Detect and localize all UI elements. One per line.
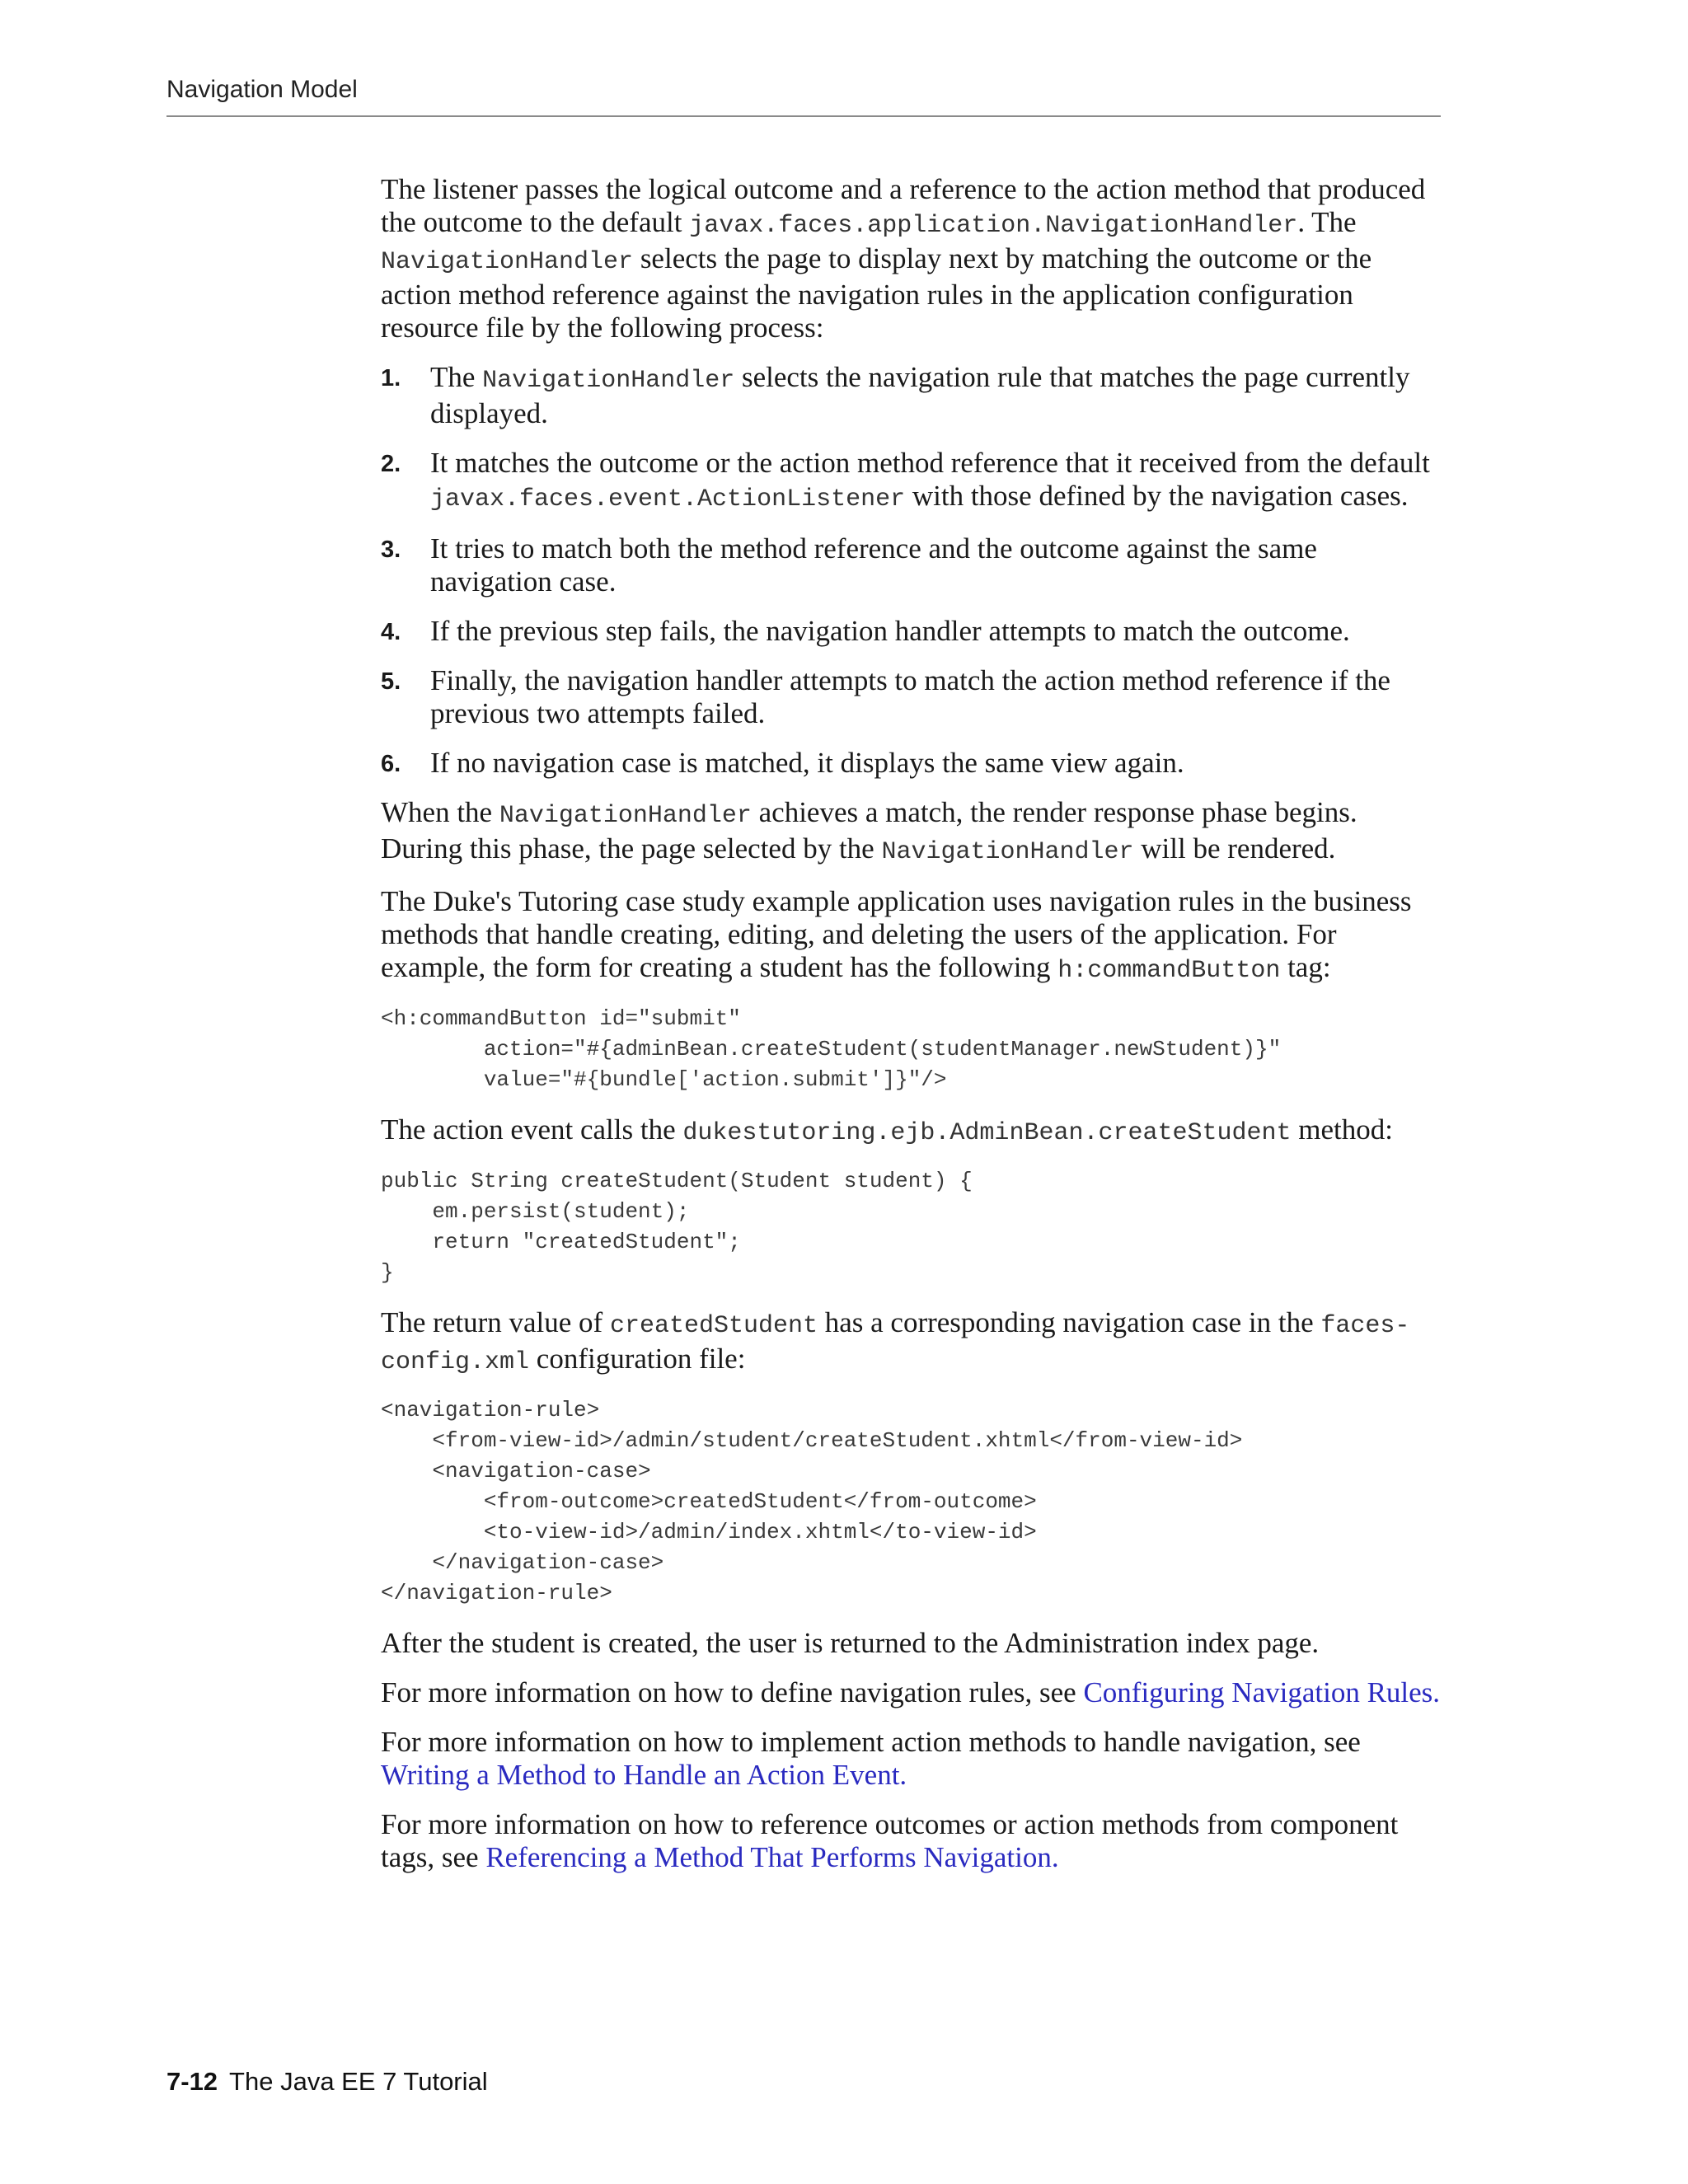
running-header: Navigation Model <box>166 76 358 103</box>
code-block-create-student: public String createStudent(Student student) { em.persist(student); return "createdStudent"; } <box>381 1169 973 1285</box>
duke-paragraph: The Duke's Tutoring case study example application uses navigation rules in the business methods that handle creating, editing, and deleting the users of the application. For example, the form for creating a student has the following h:commandButton tag: <box>381 885 1412 985</box>
inline-code: javax.faces.application.NavigationHandler <box>689 212 1298 240</box>
inline-code: dukestutoring.ejb.AdminBean.createStudent <box>682 1119 1292 1147</box>
writing-method-action-event-link[interactable]: Writing a Method to Handle an Action Event. <box>381 1759 907 1791</box>
after-paragraph: After the student is created, the user is returned to the Administration index page. <box>381 1627 1320 1659</box>
step-number: 1. <box>381 365 401 391</box>
list-item: 4. If the previous step fails, the navigation handler attempts to match the outcome. <box>381 615 1350 647</box>
inline-code: NavigationHandler <box>881 838 1134 866</box>
step-number: 4. <box>381 619 401 645</box>
more-info-action-methods: For more information on how to implement action methods to handle navigation, see Writing a Method to Handle an Action Event. <box>381 1726 1361 1791</box>
page-footer <box>166 2067 488 2097</box>
code-block-navigation-rule: <navigation-rule> <from-view-id>/admin/student/createStudent.xhtml</from-view-id> <navigation-case> <from-outcome>createdStudent</from-outcome> <to-view-id>/admin/index.xhtml</to-view-id> </navigation-case> </navigation-rule> <box>381 1398 1243 1605</box>
list-item: 3. It tries to match both the method reference and the outcome against the same navigation case. <box>381 532 1317 598</box>
inline-code: javax.faces.event.ActionListener <box>430 485 906 513</box>
inline-code: createdStudent <box>609 1312 818 1340</box>
action-event-paragraph: The action event calls the dukestutoring.ejb.AdminBean.createStudent method: <box>381 1113 1393 1147</box>
step-number: 3. <box>381 537 401 563</box>
configuring-navigation-rules-link[interactable]: Configuring Navigation Rules. <box>1083 1676 1441 1708</box>
inline-code: faces-config.xml <box>381 1312 1410 1376</box>
code-block-command-button: <h:commandButton id="submit" action="#{adminBean.createStudent(studentManager.newStudent)}" value="#{bundle['action.submit']}"/> <box>381 1006 1282 1092</box>
more-info-navigation-rules: For more information on how to define navigation rules, see Configuring Navigation Rules. <box>381 1676 1441 1708</box>
step-number: 2. <box>381 451 401 477</box>
list-item: 6. If no navigation case is matched, it displays the same view again. <box>381 747 1184 779</box>
list-item: 1. The NavigationHandler selects the navigation rule that matches the page currently displayed. <box>381 361 1410 429</box>
return-value-paragraph: The return value of createdStudent has a corresponding navigation case in the faces-config.xml configuration file: <box>381 1306 1410 1376</box>
inline-code: NavigationHandler <box>381 248 634 276</box>
list-item: 2. It matches the outcome or the action method reference that it received from the default javax.faces.event.ActionListener with those defined by the navigation cases. <box>381 447 1430 513</box>
inline-code: NavigationHandler <box>482 367 735 395</box>
page-number: 7-12 <box>166 2067 218 2096</box>
intro-paragraph: The listener passes the logical outcome and a reference to the action method that produced the outcome to the default javax.faces.application.NavigationHandler. The NavigationHandler selects the page to display next by matching the outcome or the action method reference against the navigation rules in the application configuration resource file by the following process: <box>381 173 1426 344</box>
more-info-outcomes: For more information on how to reference outcomes or action methods from component tags, see Referencing a Method That Performs Navigation. <box>381 1808 1399 1873</box>
match-paragraph: When the NavigationHandler achieves a match, the render response phase begins. During this phase, the page selected by the NavigationHandler will be rendered. <box>381 796 1357 866</box>
book-title: The Java EE 7 Tutorial <box>229 2067 488 2096</box>
main-content <box>381 173 1444 1891</box>
inline-code: h:commandButton <box>1057 957 1281 985</box>
step-number: 6. <box>381 751 401 777</box>
referencing-method-navigation-link[interactable]: Referencing a Method That Performs Navigation. <box>485 1841 1059 1873</box>
header-rule <box>166 115 1441 117</box>
step-number: 5. <box>381 668 401 695</box>
process-steps <box>381 361 1444 780</box>
list-item: 5. Finally, the navigation handler attempts to match the action method reference if the previous two attempts failed. <box>381 664 1390 729</box>
inline-code: NavigationHandler <box>499 802 752 830</box>
